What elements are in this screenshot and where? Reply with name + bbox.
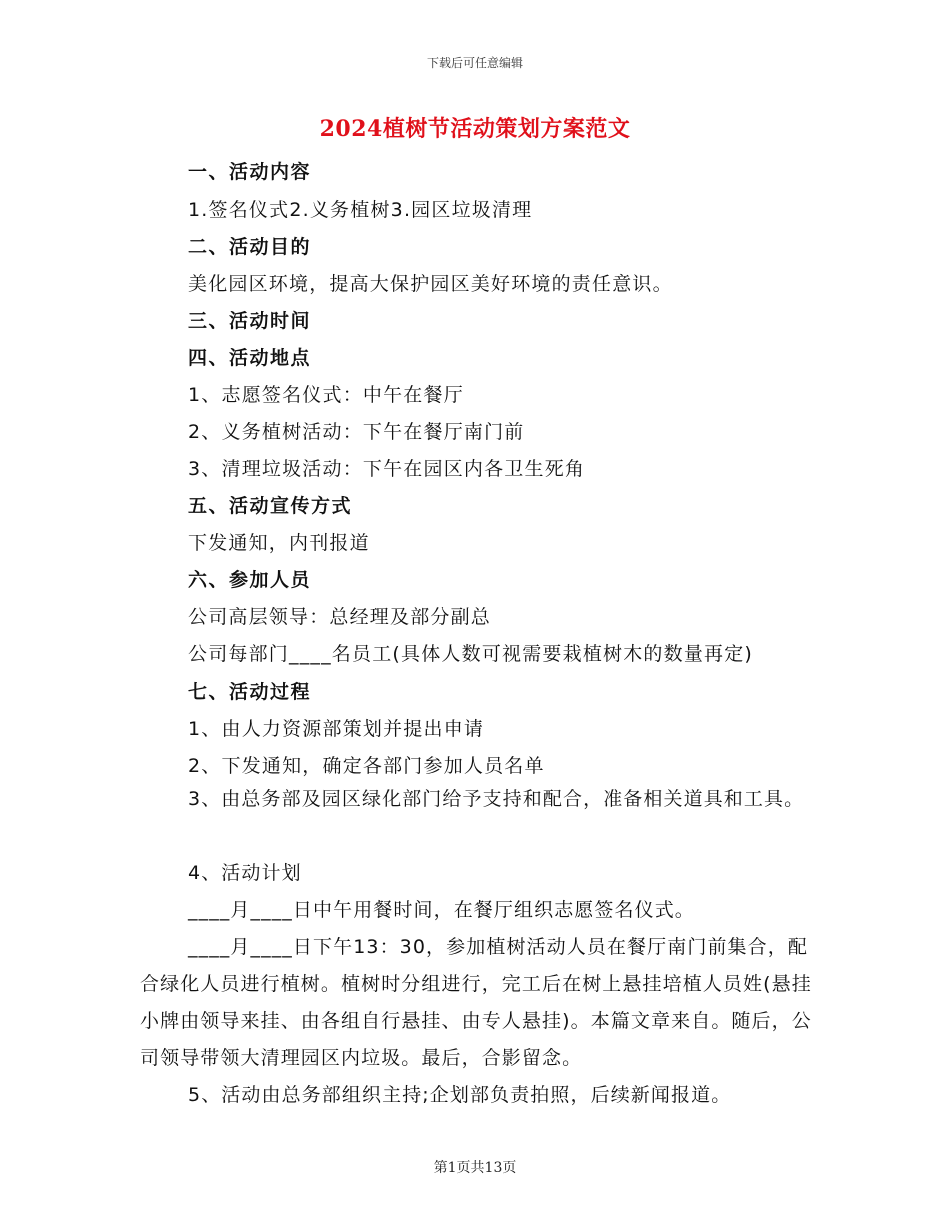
- page-number: 第1页共13页: [433, 1160, 517, 1176]
- section-heading-purpose: 二、活动目的: [188, 236, 312, 258]
- publicity-text: 下发通知，内刊报道: [188, 532, 370, 554]
- process-step-2: 2、下发通知，确定各部门参加人员名单: [188, 755, 545, 777]
- section-heading-process: 七、活动过程: [188, 681, 312, 703]
- section-heading-participants: 六、参加人员: [188, 569, 312, 591]
- section-heading-time: 三、活动时间: [188, 310, 312, 332]
- participants-leaders: 公司高层领导：总经理及部分副总: [188, 606, 492, 628]
- location-item-3: 3、清理垃圾活动：下午在园区内各卫生死角: [188, 458, 586, 480]
- participants-staff: 公司每部门____名员工(具体人数可视需要栽植树木的数量再定): [188, 643, 754, 665]
- process-step-4: 4、活动计划: [188, 862, 302, 884]
- section-heading-location: 四、活动地点: [188, 347, 312, 369]
- location-item-1: 1、志愿签名仪式：中午在餐厅: [188, 384, 464, 406]
- process-step-1: 1、由人力资源部策划并提出申请: [188, 718, 485, 740]
- process-step-3: 3、由总务部及园区绿化部门给予支持和配合，准备相关道具和工具。: [188, 788, 805, 810]
- process-step-5: 5、活动由总务部组织主持;企划部负责拍照，后续新闻报道。: [188, 1084, 732, 1106]
- section-heading-publicity: 五、活动宣传方式: [188, 495, 353, 517]
- document-title: 2024植树节活动策划方案范文: [319, 116, 631, 142]
- section-heading-content: 一、活动内容: [188, 161, 312, 183]
- purpose-text: 美化园区环境，提高大保护园区美好环境的责任意识。: [188, 273, 673, 295]
- plan-item-1: ____月____日中午用餐时间，在餐厅组织志愿签名仪式。: [188, 899, 695, 921]
- location-item-2: 2、义务植树活动：下午在餐厅南门前: [188, 421, 525, 443]
- plan-item-2: ____月____日下午13：30，参加植树活动人员在餐厅南门前集合，配合绿化人员进行植树。植树时分组进行，完工后在树上悬挂培植人员姓(悬挂小牌由领导来挂、由各组自行悬挂、由专人悬挂)。本篇文章来自。随后，公司领导带领大清理园区内垃圾。最后，合影留念。: [140, 936, 812, 1069]
- header-note: 下载后可任意编辑: [426, 56, 523, 70]
- content-text: 1.签名仪式2.义务植树3.园区垃圾清理: [188, 199, 533, 221]
